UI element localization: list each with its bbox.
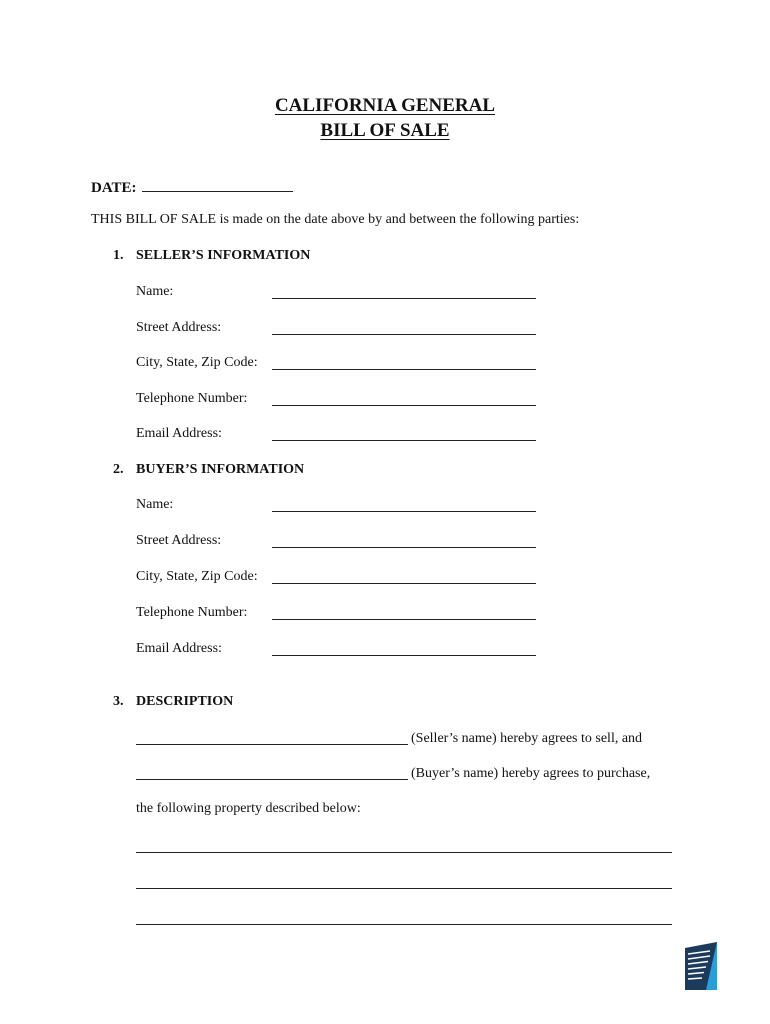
buyer-city-line[interactable] bbox=[272, 583, 536, 584]
seller-phone-line[interactable] bbox=[272, 405, 536, 406]
buyer-street-label: Street Address: bbox=[136, 533, 222, 548]
buyer-email-line[interactable] bbox=[272, 655, 536, 656]
buyer-section-heading bbox=[113, 462, 304, 478]
buyer-city-label: City, State, Zip Code: bbox=[136, 569, 258, 584]
document-title-line2: BILL OF SALE bbox=[320, 120, 450, 141]
buyer-clause-text: (Buyer’s name) hereby agrees to purchase, bbox=[411, 766, 651, 781]
property-description-line[interactable] bbox=[136, 888, 672, 889]
property-description-line[interactable] bbox=[136, 924, 672, 925]
section-number: 2. bbox=[113, 462, 124, 477]
seller-clause-text: (Seller’s name) hereby agrees to sell, and bbox=[411, 731, 643, 746]
document-title-line1: CALIFORNIA GENERAL bbox=[274, 95, 496, 116]
section-title: SELLER’S INFORMATION bbox=[136, 248, 311, 263]
seller-name-line[interactable] bbox=[272, 298, 536, 299]
property-description-line[interactable] bbox=[136, 852, 672, 853]
intro-text: THIS BILL OF SALE is made on the date above by and between the following parties: bbox=[91, 212, 580, 227]
seller-city-label: City, State, Zip Code: bbox=[136, 355, 258, 370]
date-label: DATE: bbox=[91, 180, 137, 196]
seller-email-line[interactable] bbox=[272, 440, 536, 441]
seller-name-label: Name: bbox=[136, 284, 174, 299]
date-blank-line[interactable] bbox=[142, 177, 293, 192]
seller-street-line[interactable] bbox=[272, 334, 536, 335]
section-number: 3. bbox=[113, 694, 124, 709]
document-logo-icon bbox=[684, 938, 718, 992]
buyer-street-line[interactable] bbox=[272, 547, 536, 548]
seller-phone-label: Telephone Number: bbox=[136, 391, 248, 406]
buyer-email-label: Email Address: bbox=[136, 641, 222, 656]
description-section-heading bbox=[113, 694, 233, 710]
seller-name-blank-line[interactable] bbox=[136, 744, 408, 745]
property-description-label: the following property described below: bbox=[136, 801, 361, 816]
seller-section-heading bbox=[113, 248, 310, 264]
buyer-name-line[interactable] bbox=[272, 511, 536, 512]
buyer-name-blank-line[interactable] bbox=[136, 779, 408, 780]
buyer-name-label: Name: bbox=[136, 497, 174, 512]
section-title: BUYER’S INFORMATION bbox=[136, 462, 305, 477]
buyer-phone-label: Telephone Number: bbox=[136, 605, 248, 620]
seller-street-label: Street Address: bbox=[136, 320, 222, 335]
date-row bbox=[91, 177, 293, 197]
seller-city-line[interactable] bbox=[272, 369, 536, 370]
section-number: 1. bbox=[113, 248, 124, 263]
seller-email-label: Email Address: bbox=[136, 426, 222, 441]
buyer-phone-line[interactable] bbox=[272, 619, 536, 620]
section-title: DESCRIPTION bbox=[136, 694, 234, 709]
